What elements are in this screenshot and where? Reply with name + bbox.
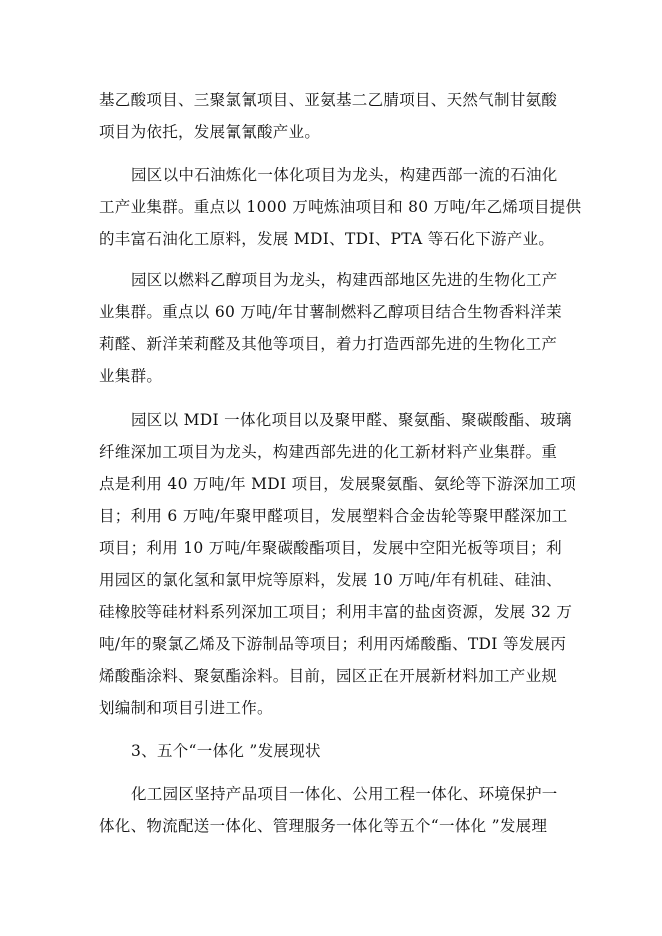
paragraph-line: 园区以 MDI 一体化项目以及聚甲醛、聚氨酯、聚碳酸酯、玻璃 [131,411,572,429]
paragraph-line: 项目；利用 10 万吨/年聚碳酸酯项目，发展中空阳光板等项目；利 [99,539,562,557]
paragraph-line: 业集群。 [99,367,163,385]
paragraph-line: 园区以燃料乙醇项目为龙头，构建西部地区先进的生物化工产 [131,271,558,289]
paragraph-line: 工产业集群。重点以 1000 万吨炼油项目和 80 万吨/年乙烯项目提供 [99,198,582,216]
paragraph-line: 点是利用 40 万吨/年 MDI 项目，发展聚氨酯、氨纶等下游深加工项 [99,475,577,493]
paragraph-line: 的丰富石油化工原料，发展 MDI、TDI、PTA 等石化下游产业。 [99,230,555,248]
paragraph-line: 纤维深加工项目为龙头，构建西部先进的化工新材料产业集群。重 [99,443,558,461]
paragraph-line: 业集群。重点以 60 万吨/年甘薯制燃料乙醇项目结合生物香料洋茉 [99,303,562,321]
paragraph-line: 莉醛、新洋茉莉醛及其他等项目，着力打造西部先进的生物化工产 [99,335,558,353]
paragraph-line: 化工园区坚持产品项目一体化、公用工程一体化、环境保护一 [131,785,558,803]
section-heading: 3、五个“一体化 ”发展现状 [131,742,321,760]
paragraph-line: 用园区的氯化氢和氯甲烷等原料，发展 10 万吨/年有机硅、硅油、 [99,571,562,589]
paragraph-line: 划编制和项目引进工作。 [99,699,273,717]
paragraph-line: 基乙酸项目、三聚氯氰项目、亚氨基二乙腈项目、天然气制甘氨酸 [99,91,558,109]
paragraph-line: 园区以中石油炼化一体化项目为龙头，构建西部一流的石油化 [131,166,558,184]
paragraph-line: 体化、物流配送一体化、管理服务一体化等五个“一体化 ”发展理 [99,817,548,835]
paragraph-line: 目；利用 6 万吨/年聚甲醛项目，发展塑料合金齿轮等聚甲醛深加工 [99,507,568,525]
paragraph-line: 吨/年的聚氯乙烯及下游制品等项目；利用丙烯酸酯、TDI 等发展丙 [99,635,567,653]
paragraph-line: 硅橡胶等硅材料系列深加工项目；利用丰富的盐卤资源，发展 32 万 [99,603,573,621]
paragraph-line: 烯酸酯涂料、聚氨酯涂料。目前，园区正在开展新材料加工产业规 [99,667,558,685]
paragraph-line: 项目为依托，发展氰氰酸产业。 [99,123,321,141]
